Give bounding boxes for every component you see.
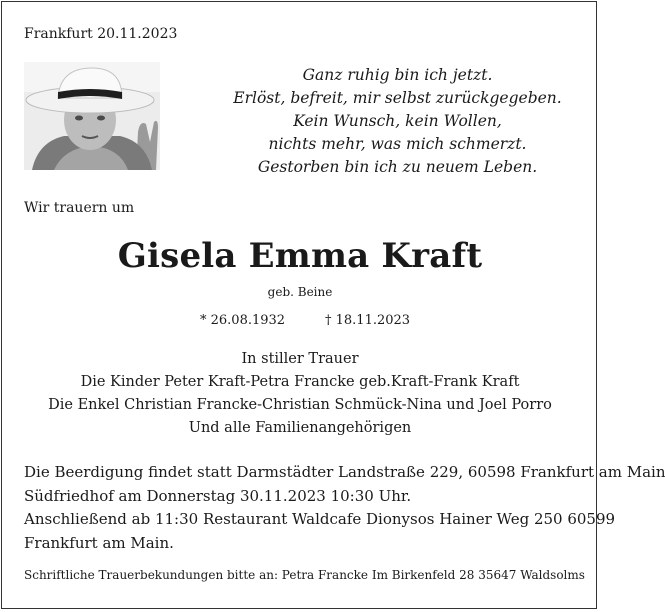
poem-line: nichts mehr, was mich schmerzt. (268, 135, 527, 153)
birth-date: * 26.08.1932 (200, 313, 286, 328)
mourners-line: Die Enkel Christian Francke-Christian Schmück-Nina und Joel Porro (48, 397, 552, 413)
maiden-name: geb. Beine (267, 285, 333, 299)
condolence-note: Schriftliche Trauerbekundungen bitte an: Petra Francke Im Birkenfeld 28 35647 Waldsolms (24, 568, 585, 582)
portrait-illustration (24, 62, 160, 170)
mourners-block (0, 348, 600, 440)
death-date: † 18.11.2023 (325, 313, 411, 328)
poem-line: Gestorben bin ich zu neuem Leben. (257, 158, 538, 176)
deceased-name: Gisela Emma Kraft (117, 236, 483, 276)
place-date: Frankfurt 20.11.2023 (24, 26, 178, 42)
mourners-line: Die Kinder Peter Kraft-Petra Francke geb.Kraft-Frank Kraft (80, 374, 520, 390)
portrait-photo-icon (24, 62, 160, 170)
mourners-line: Und alle Familienangehörigen (188, 420, 412, 436)
funeral-line: Anschließend ab 11:30 Restaurant Waldcafe Dionysos Hainer Weg 250 60599 (24, 510, 616, 528)
poem-line: Erlöst, befreit, mir selbst zurückgegeben. (233, 89, 562, 107)
funeral-info (24, 461, 665, 555)
funeral-line: Frankfurt am Main. (24, 533, 174, 552)
poem-line: Kein Wunsch, kein Wollen, (293, 112, 502, 130)
poem-line: Ganz ruhig bin ich jetzt. (302, 66, 493, 84)
intro-text: Wir trauern um (24, 200, 135, 216)
poem (220, 64, 575, 179)
funeral-line: Südfriedhof am Donnerstag 30.11.2023 10:30 Uhr. (24, 486, 412, 505)
funeral-line: Die Beerdigung findet statt Darmstädter Landstraße 229, 60598 Frankfurt am Main (24, 463, 665, 481)
mourners-line: In stiller Trauer (241, 351, 359, 367)
